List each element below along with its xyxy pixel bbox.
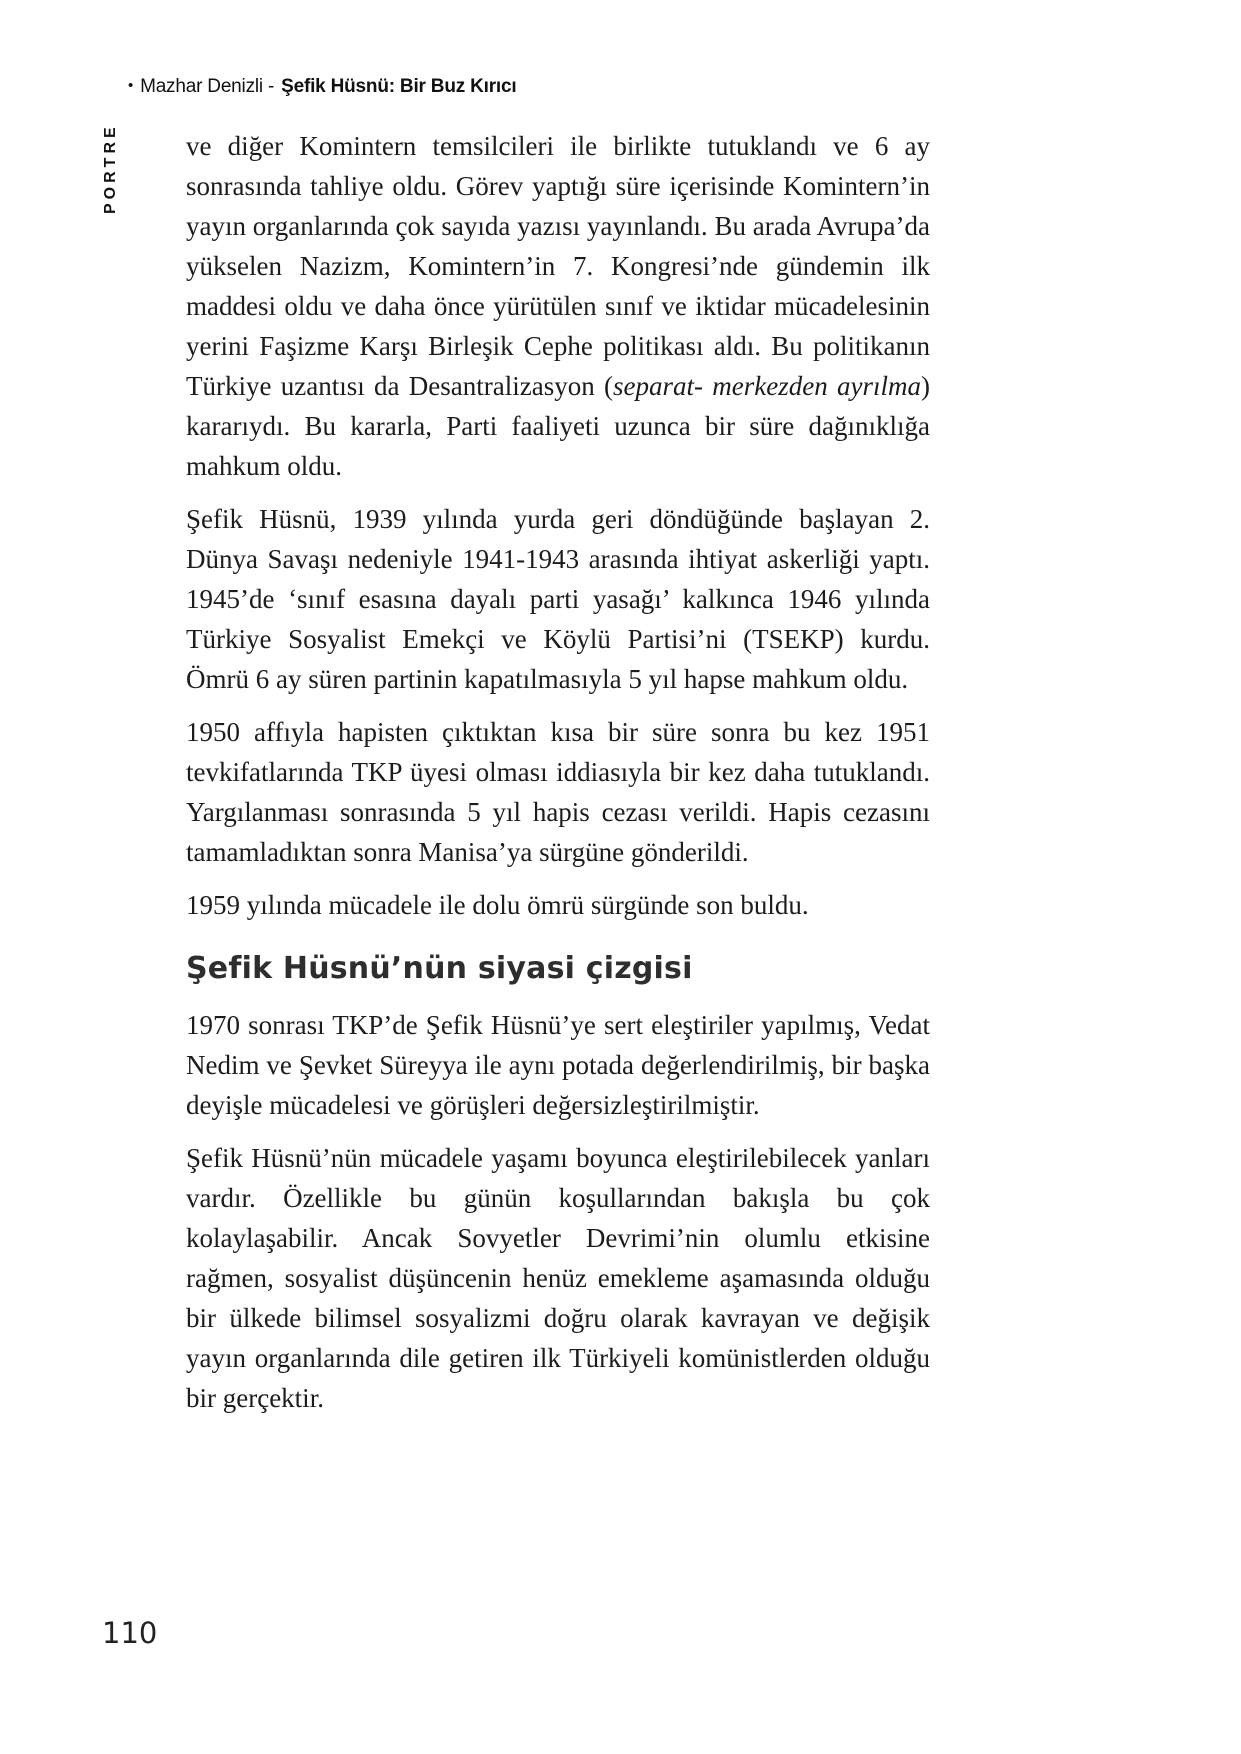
body-text <box>186 126 930 1431</box>
paragraph-3: 1950 affıyla hapisten çıktıktan kısa bir süre sonra bu kez 1951 tevkifatlarında TKP üyesi olması iddiasıyla bir kez daha tutuklandı. Yargılanması sonrasında 5 yıl hapis cezası verildi. Hapis cezasını tamamladıktan sonra Manisa’ya sürgüne gönderildi. <box>186 717 930 867</box>
header-author: Mazhar Denizli - <box>140 76 275 97</box>
paragraph-4: 1959 yılında mücadele ile dolu ömrü sürgünde son buldu. <box>186 890 809 920</box>
header-book-title: Şefik Hüsnü: Bir Buz Kırıcı <box>281 76 517 97</box>
section-label-portre: PORTRE <box>102 123 119 214</box>
running-header <box>128 76 516 98</box>
bullet-icon: • <box>128 77 134 94</box>
paragraph-6: Şefik Hüsnü’nün mücadele yaşamı boyunca eleştirilebilecek yanları vardır. Özellikle bu günün koşullarından bakışla bu çok kolaylaşabilir. Ancak Sovyetler Devrimi’nin olumlu etkisine rağmen, sosyalist düşüncenin henüz emekleme aşamasında olduğu bir ülkede bilimsel sosyalizmi doğru olarak kavrayan ve değişik yayın organlarında dile getiren ilk Türkiyeli komünistlerden olduğu bir gerçektir. <box>186 1143 930 1413</box>
paragraph-5: 1970 sonrası TKP’de Şefik Hüsnü’ye sert eleştiriler yapılmış, Vedat Nedim ve Şevket Süreyya ile aynı potada değerlendirilmiş, bir başka deyişle mücadelesi ve görüşleri değersizleştirilmiştir. <box>186 1010 930 1120</box>
paragraph-1-text-before: ve diğer Komintern temsilcileri ile birlikte tutuklandı ve 6 ay sonrasında tahliye oldu. Görev yaptığı süre içerisinde Komintern’in yayın organlarında çok sayıda yazısı yayınlandı. Bu arada Avrupa’da yükselen Nazizm, Komintern’in 7. Kongresi’nde gündemin ilk maddesi oldu ve daha önce yürütülen sınıf ve iktidar mücadelesinin yerini Faşizme Karşı Birleşik Cephe politikası aldı. Bu politikanın Türkiye uzantısı da Desantralizasyon ( <box>186 131 930 401</box>
paragraph-1-italic: separat- merkezden ayrılma <box>613 371 922 401</box>
section-heading: Şefik Hüsnü’nün siyasi çizgisi <box>186 951 693 986</box>
paragraph-1 <box>186 126 930 486</box>
page-number: 110 <box>102 1616 158 1650</box>
paragraph-1-text-after: ) kararıydı. Bu kararla, Parti faaliyeti uzunca bir süre dağınıklığa mahkum oldu. <box>186 371 931 481</box>
paragraph-2: Şefik Hüsnü, 1939 yılında yurda geri döndüğünde başlayan 2. Dünya Savaşı nedeniyle 1941-1943 arasında ihtiyat askerliği yaptı. 1945’de ‘sınıf esasına dayalı parti yasağı’ kalkınca 1946 yılında Türkiye Sosyalist Emekçi ve Köylü Partisi’ni (TSEKP) kurdu. Ömrü 6 ay süren partinin kapatılmasıyla 5 yıl hapse mahkum oldu. <box>186 504 930 694</box>
